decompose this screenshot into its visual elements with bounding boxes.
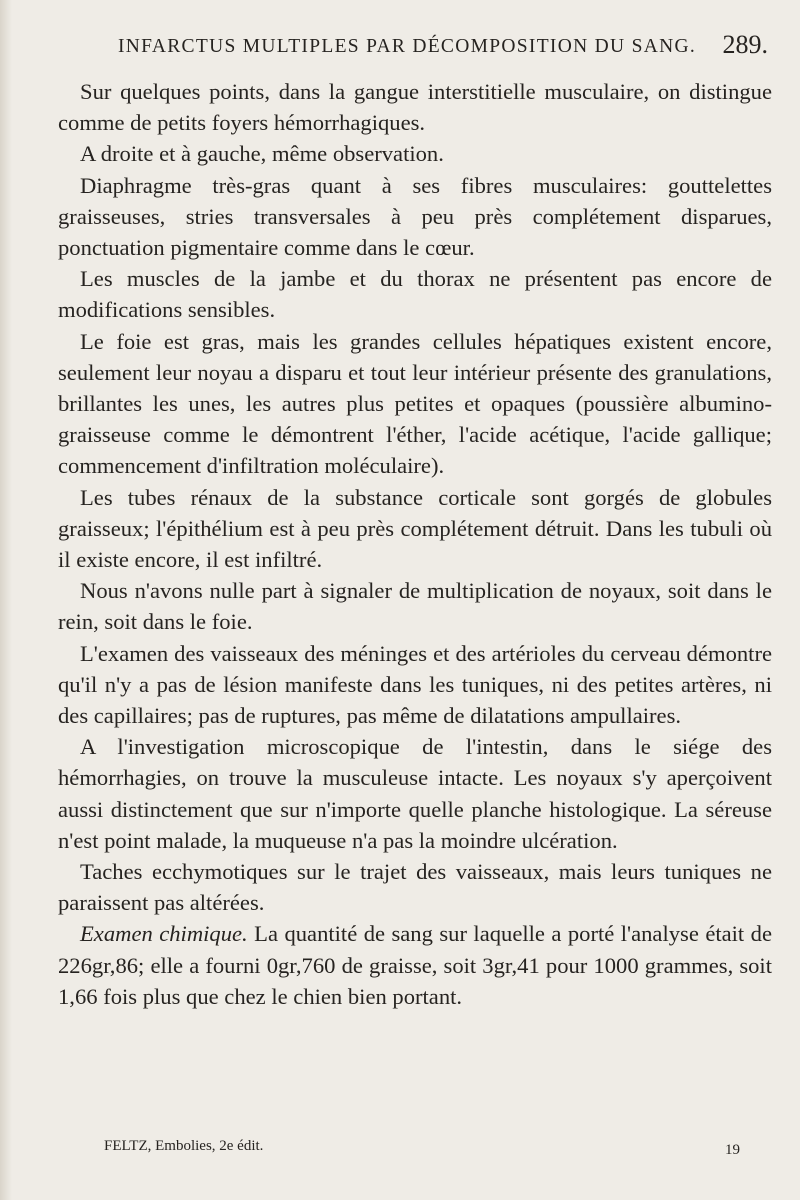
paragraph: Le foie est gras, mais les grandes cellules hépatiques existent encore, seulement leur noyau a disparu et tout leur intérieur présente des granulations, brillantes les unes, les autres plus petites et opaques (poussière albumino-graisseuse comme le démontrent l'éther, l'acide acétique, l'acide gallique; commencement d'infiltration moléculaire). bbox=[58, 328, 772, 479]
page-gutter-shadow bbox=[0, 0, 12, 1200]
footer bbox=[104, 1138, 740, 1162]
page-number: 289. bbox=[722, 30, 768, 59]
paragraph: Nous n'avons nulle part à signaler de multiplication de noyaux, soit dans le rein, soit dans le foie. bbox=[58, 578, 772, 635]
paragraph: A droite et à gauche, même observation. bbox=[80, 141, 444, 167]
chemical-exam-paragraph bbox=[58, 918, 772, 1012]
running-header bbox=[118, 30, 768, 60]
chemical-exam-text: La quantité de sang sur laquelle a porté l'analyse était de 226gr,86; elle a fourni 0gr,760 de graisse, soit 3gr,41 pour 1000 grammes, soit 1,66 fois plus que chez le chien bien portant. bbox=[58, 921, 772, 1009]
paragraph: Sur quelques points, dans la gangue interstitielle musculaire, on distingue comme de petits foyers hémorrhagiques. bbox=[58, 79, 772, 136]
paragraph: Taches ecchymotiques sur le trajet des vaisseaux, mais leurs tuniques ne paraissent pas altérées. bbox=[58, 859, 772, 916]
chemical-exam-heading: Examen chimique. bbox=[80, 921, 248, 947]
body-text bbox=[58, 76, 772, 1012]
header-title: INFARCTUS MULTIPLES PAR DÉCOMPOSITION DU SANG. bbox=[118, 36, 697, 57]
footer-signature: FELTZ, Embolies, 2e édit. bbox=[104, 1138, 264, 1154]
paragraph: Les muscles de la jambe et du thorax ne présentent pas encore de modifications sensibles. bbox=[58, 266, 772, 323]
paragraph: A l'investigation microscopique de l'intestin, dans le siége des hémorrhagies, on trouve la musculeuse intacte. Les noyaux s'y aperçoivent aussi distinctement que sur n'importe quelle planche histologique. La séreuse n'est point malade, la muqueuse n'a pas la moindre ulcération. bbox=[58, 734, 772, 853]
footer-sheet-number: 19 bbox=[725, 1142, 740, 1158]
paragraph: Les tubes rénaux de la substance corticale sont gorgés de globules graisseux; l'épithélium est à peu près complétement détruit. Dans les tubuli où il existe encore, il est infiltré. bbox=[58, 484, 772, 573]
paragraph: Diaphragme très-gras quant à ses fibres musculaires: gouttelettes graisseuses, stries transversales à peu près complétement disparues, ponctuation pigmentaire comme dans le cœur. bbox=[58, 172, 772, 261]
paragraph: L'examen des vaisseaux des méninges et des artérioles du cerveau démontre qu'il n'y a pas de lésion manifeste dans les tuniques, ni des petites artères, ni des capillaires; pas de ruptures, pas même de dilatations ampullaires. bbox=[58, 640, 772, 729]
